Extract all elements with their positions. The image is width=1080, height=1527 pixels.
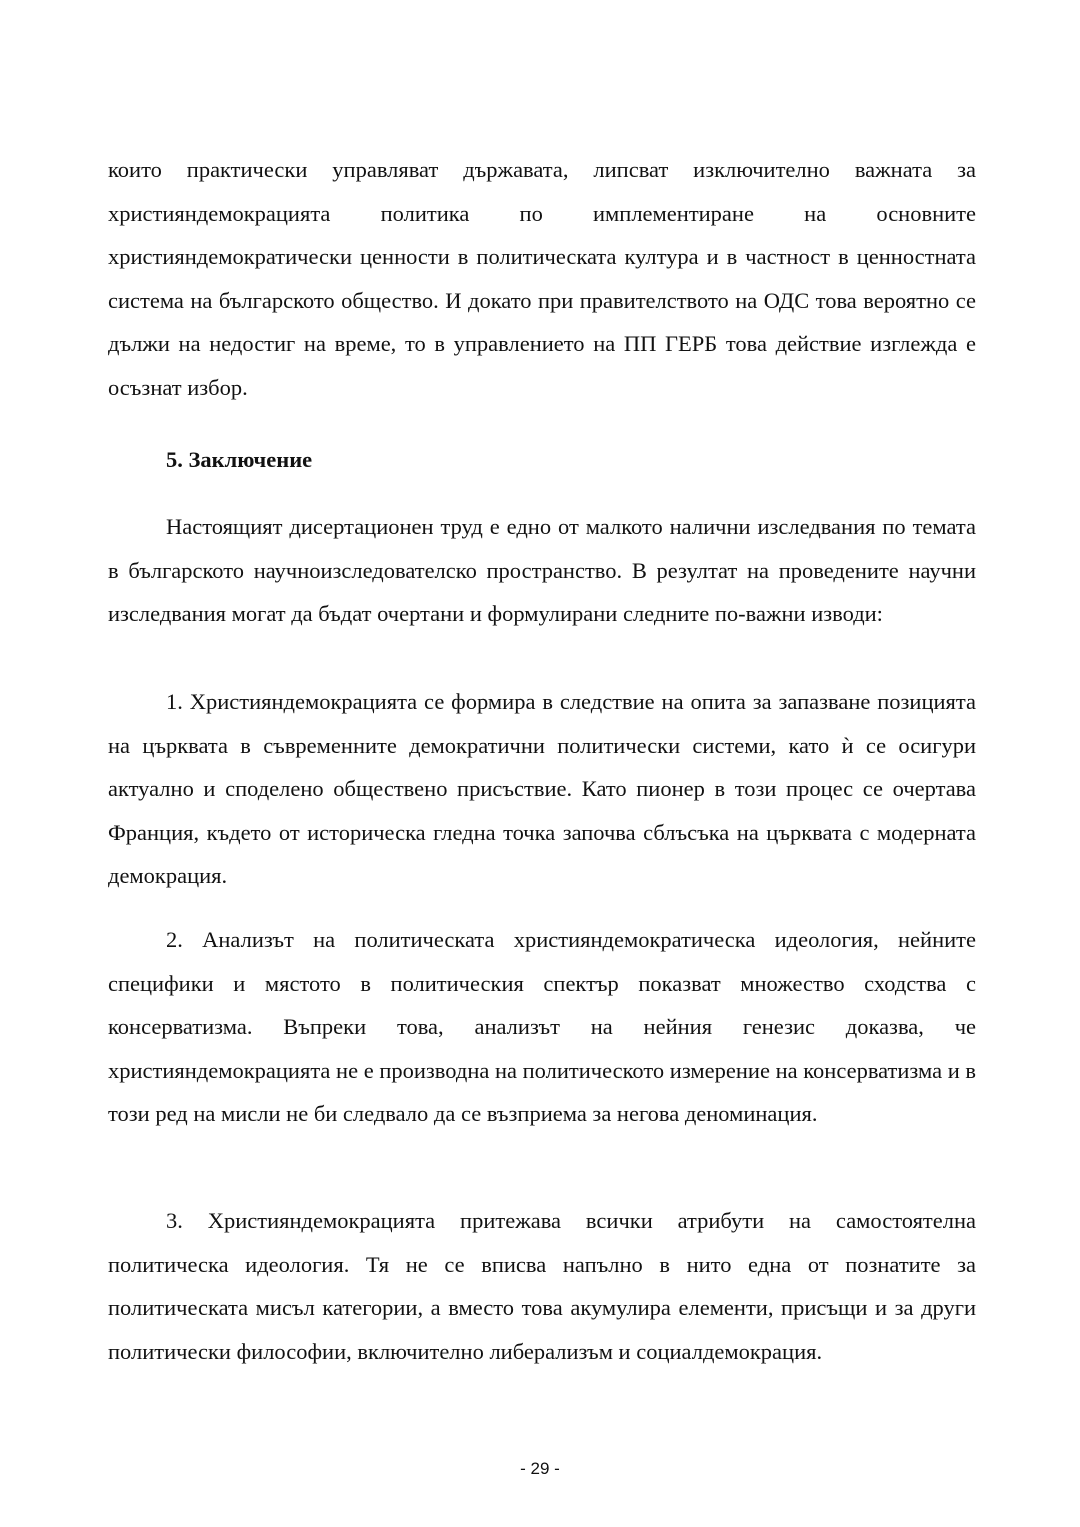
paragraph-intro: които практически управляват държавата, липсват изключително важната за християндемокрацията политика по имплементиране на основните християндемократически ценности в политическата култура и в частност в ценностната система на българското общество. И докато при правителството на ОДС това вероятно се дължи на недостиг на време, то в управлението на ПП ГЕРБ това действие изглежда е осъзнат избор.	[108, 157, 976, 400]
conclusion-item-3: 3. Християндемокрацията притежава всички атрибути на самостоятелна политическа идеология. Тя не се вписва напълно в нито една от познатите за политическата мисъл категории, а вместо това акумулира елементи, присъщи и за други политически философии, включително либерализъм и социалдемокрация.	[108, 1208, 976, 1364]
conclusion-item-2: 2. Анализът на политическата християндемократическа идеология, нейните специфики и мястото в политическия спектър показват множество сходства с консерватизма. Въпреки това, анализът на нейния генезис доказва, че християндемокрацията не е производна на политическото измерение на консерватизма и в този ред на мисли не би следвало да се възприема за негова деноминация.	[108, 927, 976, 1127]
page-number: - 29 -	[520, 1459, 560, 1478]
paragraph-conclusion-intro: Настоящият дисертационен труд е едно от малкото налични изследвания по темата в българското научноизследователско пространство. В резултат на проведените научни изследвания могат да бъдат очертани и формулирани следните по-важни изводи:	[108, 514, 976, 627]
section-heading: 5. Заключение	[166, 447, 313, 472]
conclusion-item-1: 1. Християндемокрацията се формира в следствие на опита за запазване позицията на църквата в съвременните демократични политически системи, като ѝ се осигури актуално и споделено обществено присъствие. Като пионер в този процес се очертава Франция, където от историческа гледна точка започва сблъсъка на църквата с модерната демокрация.	[108, 689, 976, 889]
